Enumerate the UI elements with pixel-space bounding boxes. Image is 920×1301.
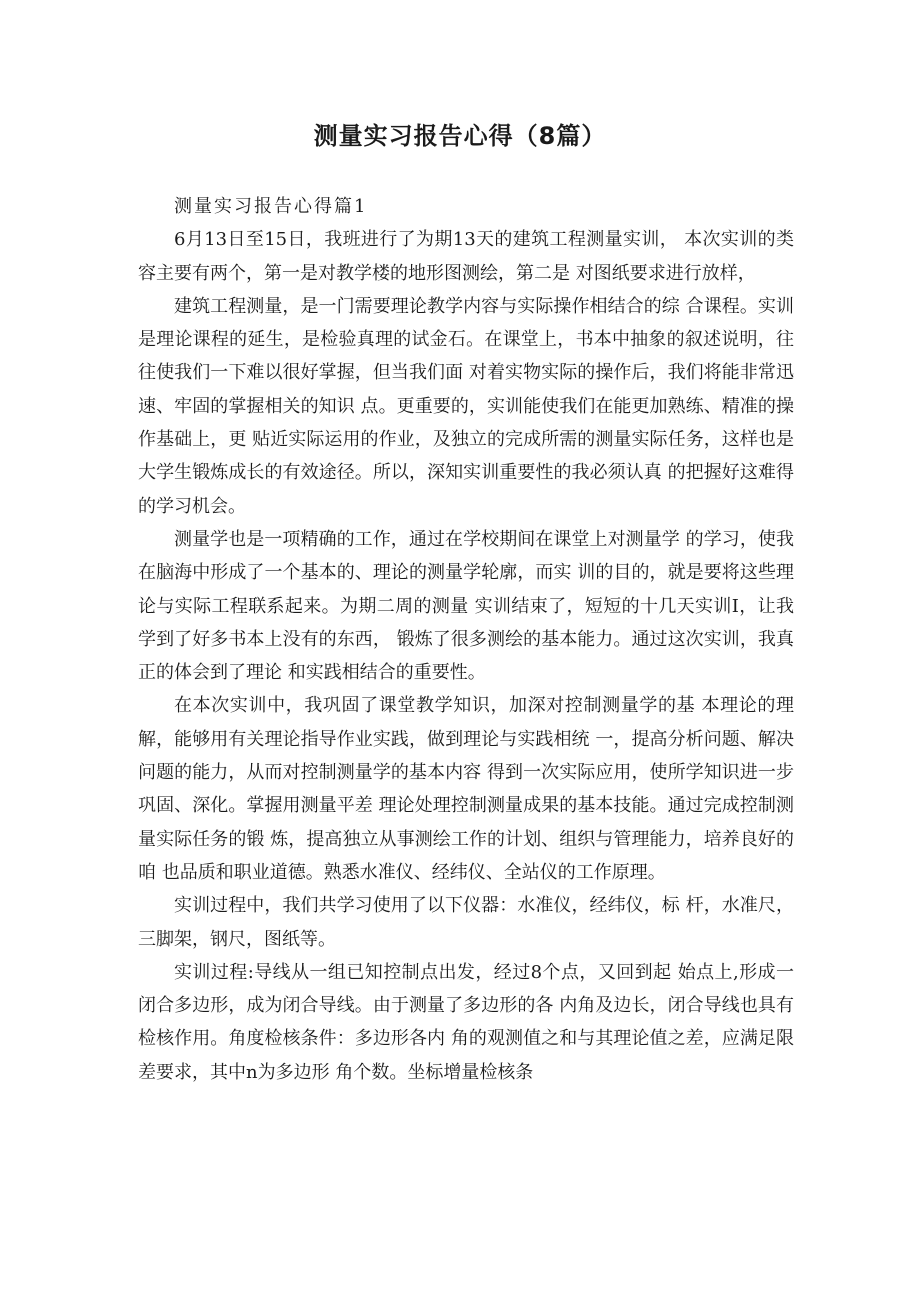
document-title: 测量实习报告心得（8篇） [313,122,607,150]
paragraph: 实训过程:导线从一组已知控制点出发，经过8个点，又回到起 始点上,形成一闭合多边形，成为闭合导线。由于测量了多边形的各 内角及边长，闭合导线也具有检核作用。角度检核条件：多边形各内 角的观测值之和与其理论值之差，应满足限差要求，其中n为多边形 角个数。坐标增量检核条 [138,961,794,1083]
document-body [138,190,794,1089]
paragraph: 在本次实训中，我巩固了课堂教学知识，加深对控制测量学的基 本理论的理解，能够用有关理论指导作业实践，做到理论与实践相统 一，提高分析问题、解决问题的能力，从而对控制测量学的基本内容 得到一次实际应用，使所学知识进一步巩固、深化。掌握用测量平差 理论处理控制测量成果的基本技能。通过完成控制测量实际任务的锻 炼，提高独立从事测绘工作的计划、组织与管理能力，培养良好的咱 也品质和职业道德。熟悉水准仪、经纬仪、全站仪的工作原理。 [138,695,794,883]
section-heading: 测量实习报告心得篇1 [174,196,368,217]
paragraph: 6月13日至15日，我班进行了为期13天的建筑工程测量实训， 本次实训的类容主要有两个，第一是对教学楼的地形图测绘，第二是 对图纸要求进行放样， [138,229,794,284]
paragraph: 建筑工程测量，是一门需要理论教学内容与实际操作相结合的综 合课程。实训是理论课程的延生，是检验真理的试金石。在课堂上，书本中抽象的叙述说明，往往使我们一下难以很好掌握，但当我们面 对着实物实际的操作后，我们将能非常迅速、牢固的掌握相关的知识 点。更重要的，实训能使我们在能更加熟练、精准的操作基础上，更 贴近实际运用的作业，及独立的完成所需的测量实际任务，这样也是 大学生锻炼成长的有效途径。所以，深知实训重要性的我必须认真 的把握好这难得的学习机会。 [138,295,794,517]
paragraph: 实训过程中，我们共学习使用了以下仪器：水准仪，经纬仪，标 杆，水准尺，三脚架，钢尺，图纸等。 [138,895,794,950]
paragraph: 测量学也是一项精确的工作，通过在学校期间在课堂上对测量学 的学习，使我在脑海中形成了一个基本的、理论的测量学轮廓，而实 训的目的，就是要将这些理论与实际工程联系起来。为期二周的测量 实训结束了，短短的十几天实训I，让我学到了好多书本上没有的东西， 锻炼了很多测绘的基本能力。通过这次实训，我真正的体会到了理论 和实践相结合的重要性。 [138,528,794,684]
